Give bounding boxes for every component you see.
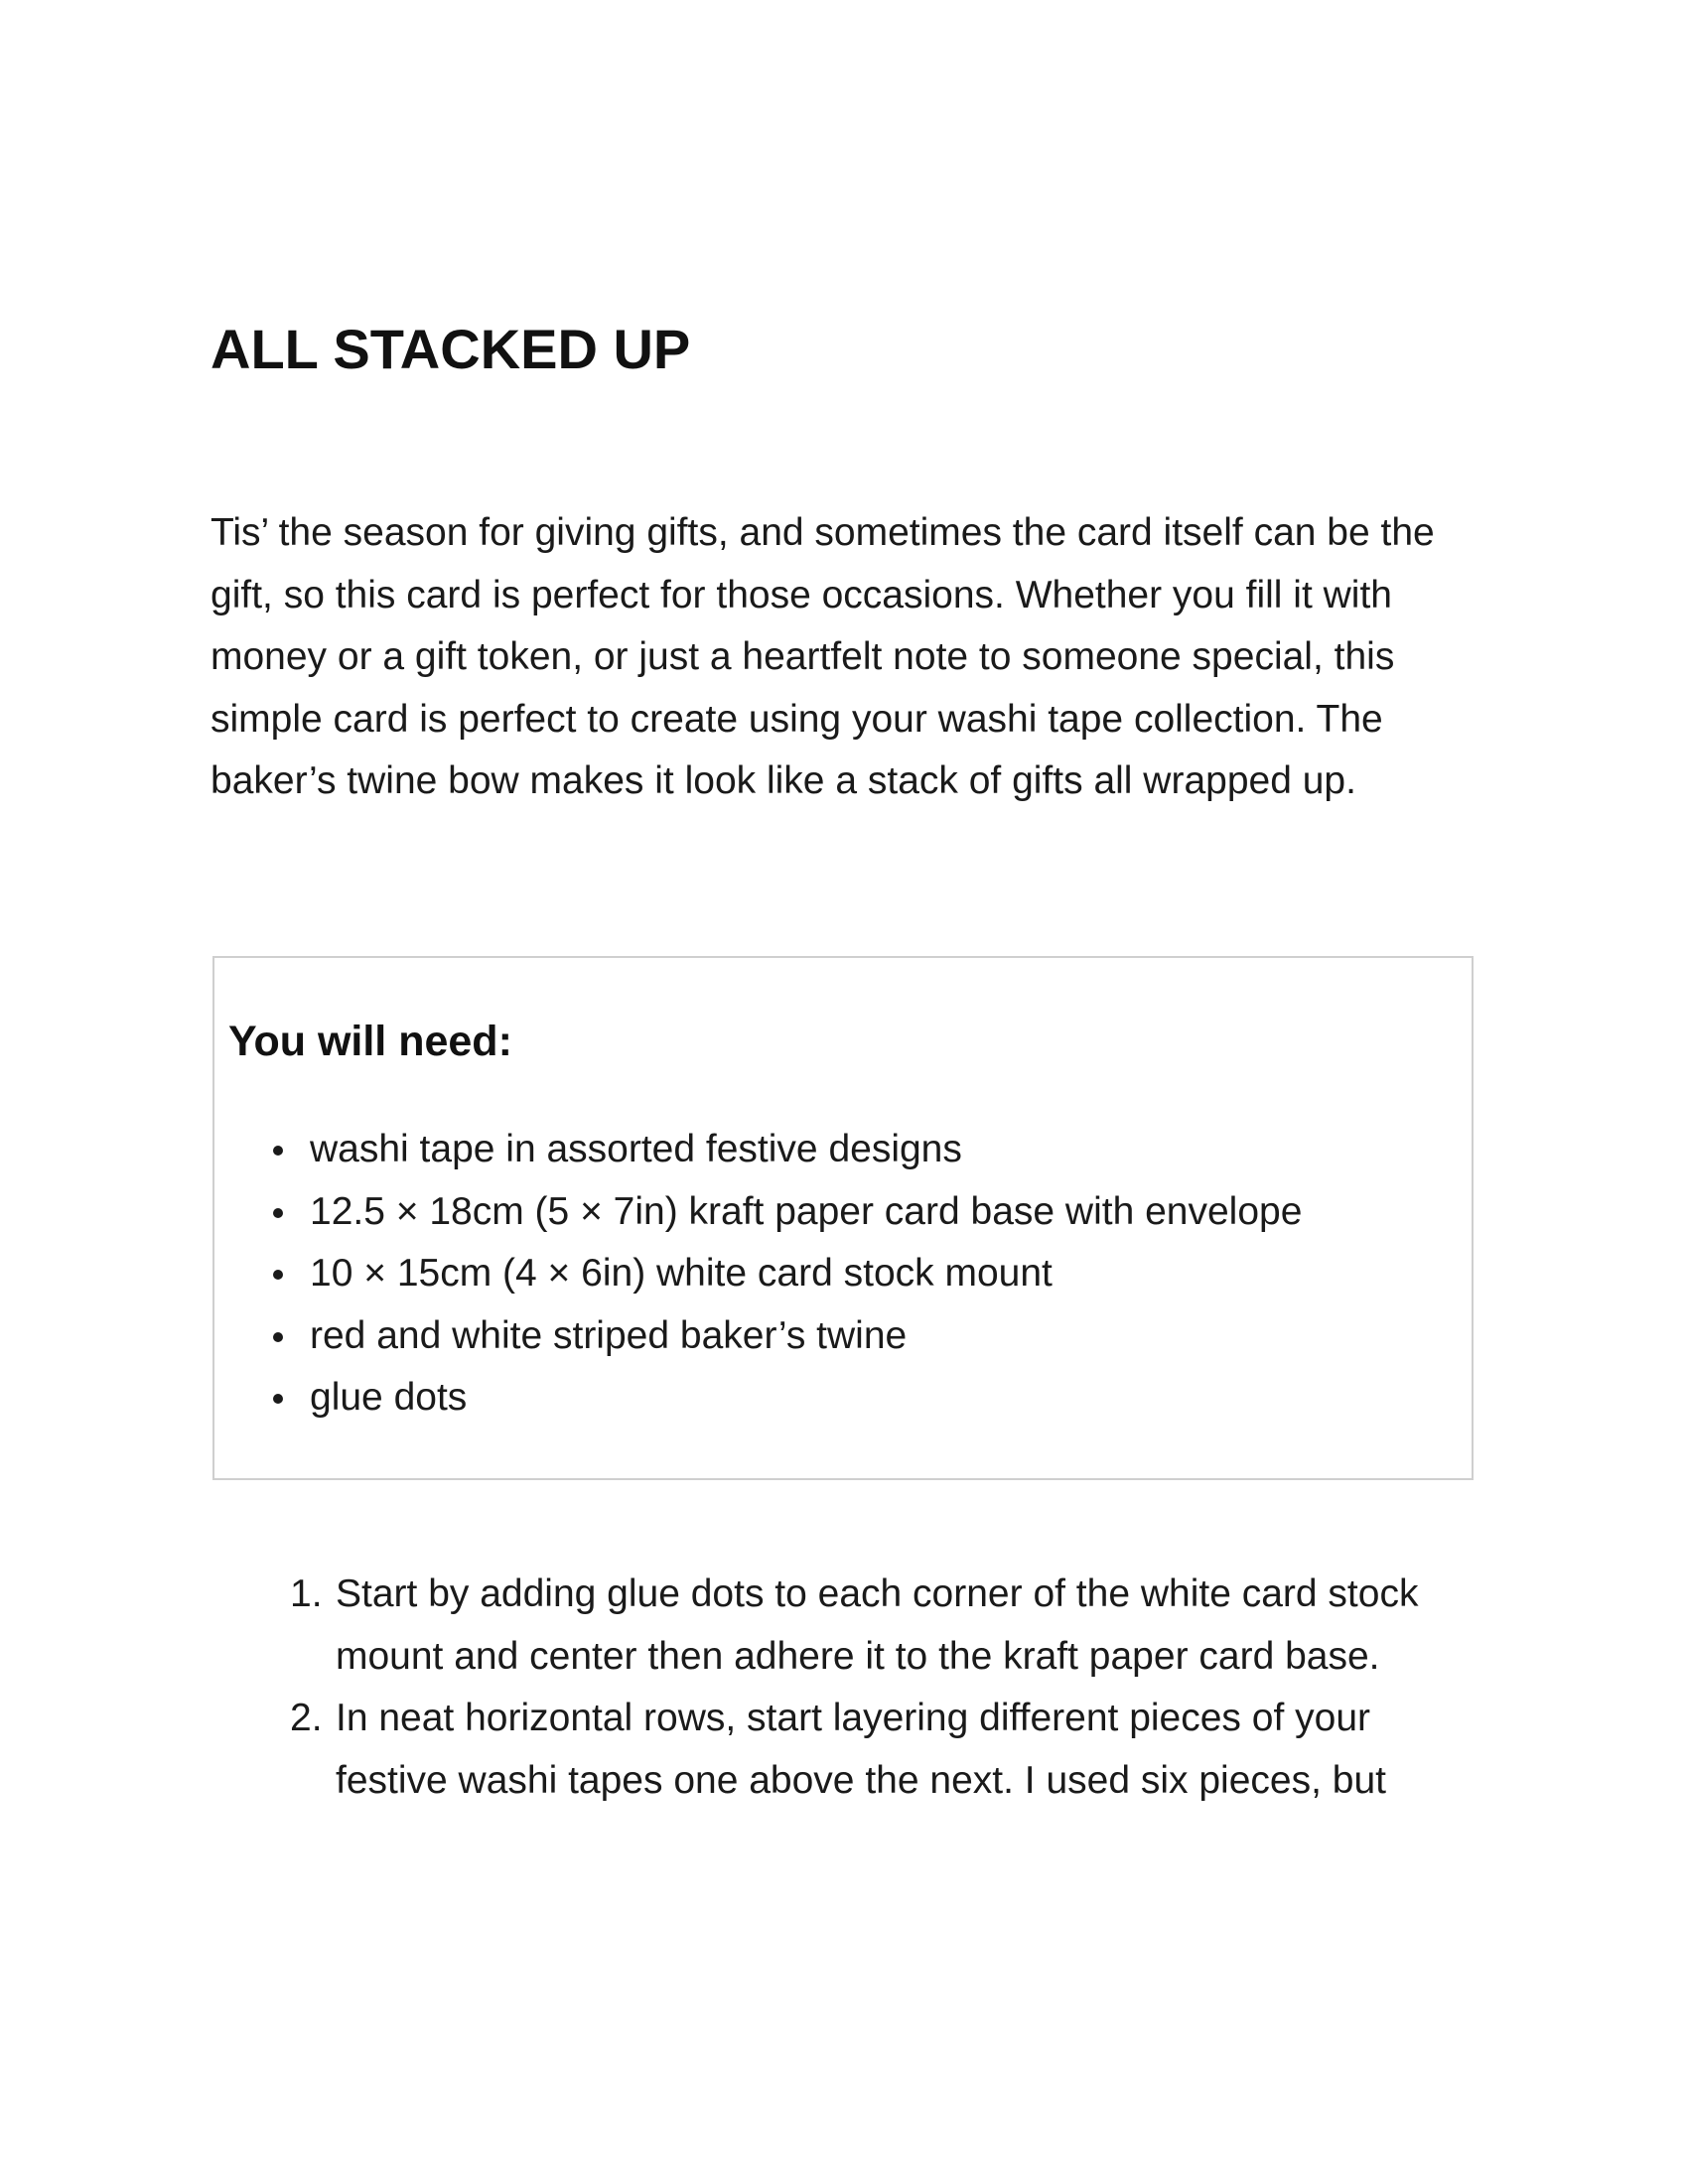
page-title: ALL STACKED UP: [211, 318, 691, 380]
list-item-text: 10 × 15cm (4 × 6in) white card stock mount: [310, 1252, 1053, 1295]
list-item: [310, 1367, 1302, 1430]
list-item: [310, 1305, 1302, 1368]
bullet-icon: [273, 1394, 283, 1404]
bullet-icon: [273, 1208, 283, 1218]
materials-list: [310, 1119, 1302, 1430]
list-item-text: glue dots: [310, 1376, 468, 1419]
step-text: In neat horizontal rows, start layering different pieces of your festive washi tapes one above the next. I used six pieces, but: [336, 1697, 1386, 1802]
step-text: Start by adding glue dots to each corner of the white card stock mount and center then adhere it to the kraft paper card base.: [336, 1572, 1419, 1678]
step-number: 2.: [290, 1697, 323, 1739]
list-item-text: washi tape in assorted festive designs: [310, 1128, 962, 1170]
materials-box: [212, 956, 1474, 1480]
list-item-text: red and white striped baker’s twine: [310, 1313, 908, 1357]
bullet-icon: [273, 1332, 283, 1342]
list-item: [310, 1181, 1302, 1244]
instruction-steps: [288, 1564, 1479, 1812]
list-item-text: 12.5 × 18cm (5 × 7in) kraft paper card base with envelope: [310, 1189, 1303, 1233]
step-item: [288, 1688, 1479, 1812]
list-item: [310, 1243, 1302, 1305]
intro-paragraph: Tis’ the season for giving gifts, and sometimes the card itself can be the gift, so this card is perfect for those occasions. Whether you fill it with money or a gift token, or just a heartfelt note to someone special, this simple card is perfect to create using your washi tape collection. The baker’s twine bow makes it look like a stack of gifts all wrapped up.: [211, 511, 1435, 802]
list-item: [310, 1119, 1302, 1181]
bullet-icon: [273, 1270, 283, 1280]
step-item: [288, 1564, 1479, 1688]
materials-heading: You will need:: [228, 1018, 512, 1065]
step-number: 1.: [290, 1572, 323, 1615]
bullet-icon: [273, 1146, 283, 1156]
